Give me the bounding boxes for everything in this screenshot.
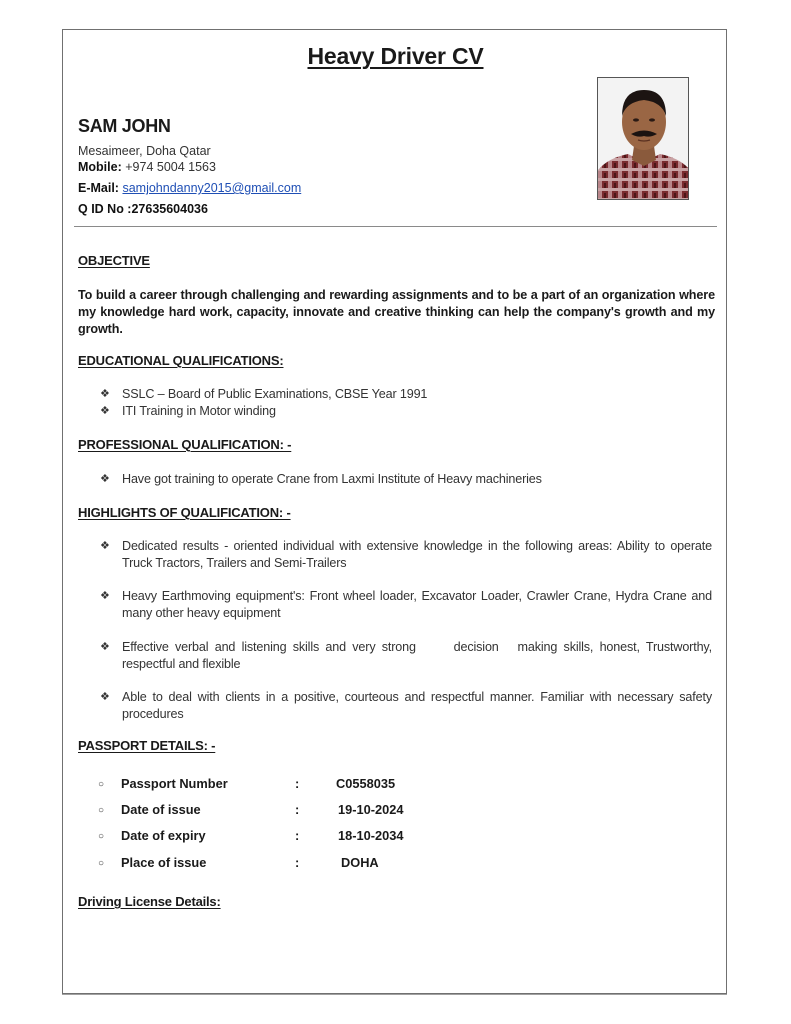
highlight-item: ❖ Heavy Earthmoving equipment's: Front wheel loader, Excavator Loader, Crawler Crane, Hydra Crane and many other heavy equipment xyxy=(100,589,712,620)
document-title-text: Heavy Driver CV xyxy=(307,43,484,69)
address: Mesaimeer, Doha Qatar xyxy=(78,144,211,158)
professional-heading: PROFESSIONAL QUALIFICATION: - xyxy=(78,437,292,452)
education-heading: EDUCATIONAL QUALIFICATIONS: xyxy=(78,353,284,368)
diamond-bullet-icon: ❖ xyxy=(100,388,110,400)
diamond-bullet-icon: ❖ xyxy=(100,641,110,653)
mobile-label: Mobile: xyxy=(78,160,122,174)
email-line xyxy=(78,181,301,195)
objective-text: To build a career through challenging and rewarding assignments and to be a part of an organization where my knowledge hard work, capacity, innovate and creative thinking can help the company's growth and my growth. xyxy=(78,288,715,336)
passport-row: ○ Passport Number : C0558035 xyxy=(98,776,396,791)
diamond-bullet-icon: ❖ xyxy=(100,691,110,703)
mobile-line xyxy=(78,160,216,174)
driving-license-heading: Driving License Details: xyxy=(78,894,221,909)
passport-row: ○ Date of expiry : 18-10-2034 xyxy=(98,828,404,843)
qid-value: 27635604036 xyxy=(131,202,208,216)
candidate-name: SAM JOHN xyxy=(78,116,171,136)
highlight-item: ❖ Dedicated results - oriented individual with extensive knowledge in the following areas: Ability to operate Truck Tractors, Trailers and Semi-Trailers xyxy=(100,539,712,570)
diamond-bullet-icon: ❖ xyxy=(100,540,110,552)
passport-heading: PASSPORT DETAILS: - xyxy=(78,738,216,753)
circle-bullet-icon: ○ xyxy=(98,805,105,816)
profile-photo xyxy=(597,77,689,200)
diamond-bullet-icon: ❖ xyxy=(100,473,110,485)
circle-bullet-icon: ○ xyxy=(98,779,105,790)
highlight-item: ❖ Able to deal with clients in a positive, courteous and respectful manner. Familiar with necessary safety procedures xyxy=(100,690,712,721)
objective-heading: OBJECTIVE xyxy=(78,253,150,268)
diamond-bullet-icon: ❖ xyxy=(100,590,110,602)
education-item: ❖ ITI Training in Motor winding xyxy=(100,404,276,418)
document-title xyxy=(0,43,791,70)
highlight-item: ❖ Effective verbal and listening skills and very strong decision making skills, honest, Trustworthy, respectful and flexible xyxy=(100,640,716,671)
diamond-bullet-icon: ❖ xyxy=(100,405,110,417)
circle-bullet-icon: ○ xyxy=(98,831,105,842)
mobile-value: +974 5004 1563 xyxy=(125,160,216,174)
passport-row: ○ Date of issue : 19-10-2024 xyxy=(98,802,404,817)
professional-item: ❖ Have got training to operate Crane from Laxmi Institute of Heavy machineries xyxy=(100,472,542,486)
header-divider xyxy=(74,226,717,227)
circle-bullet-icon: ○ xyxy=(98,858,105,869)
qid-line xyxy=(78,202,208,216)
qid-label: Q ID No : xyxy=(78,202,132,216)
highlights-heading: HIGHLIGHTS OF QUALIFICATION: - xyxy=(78,505,291,520)
passport-row: ○ Place of issue : DOHA xyxy=(98,855,379,870)
person-portrait-icon xyxy=(598,78,689,200)
email-link[interactable]: samjohndanny2015@gmail.com xyxy=(122,181,302,195)
education-item: ❖ SSLC – Board of Public Examinations, CBSE Year 1991 xyxy=(100,387,428,401)
email-label: E-Mail: xyxy=(78,181,119,195)
